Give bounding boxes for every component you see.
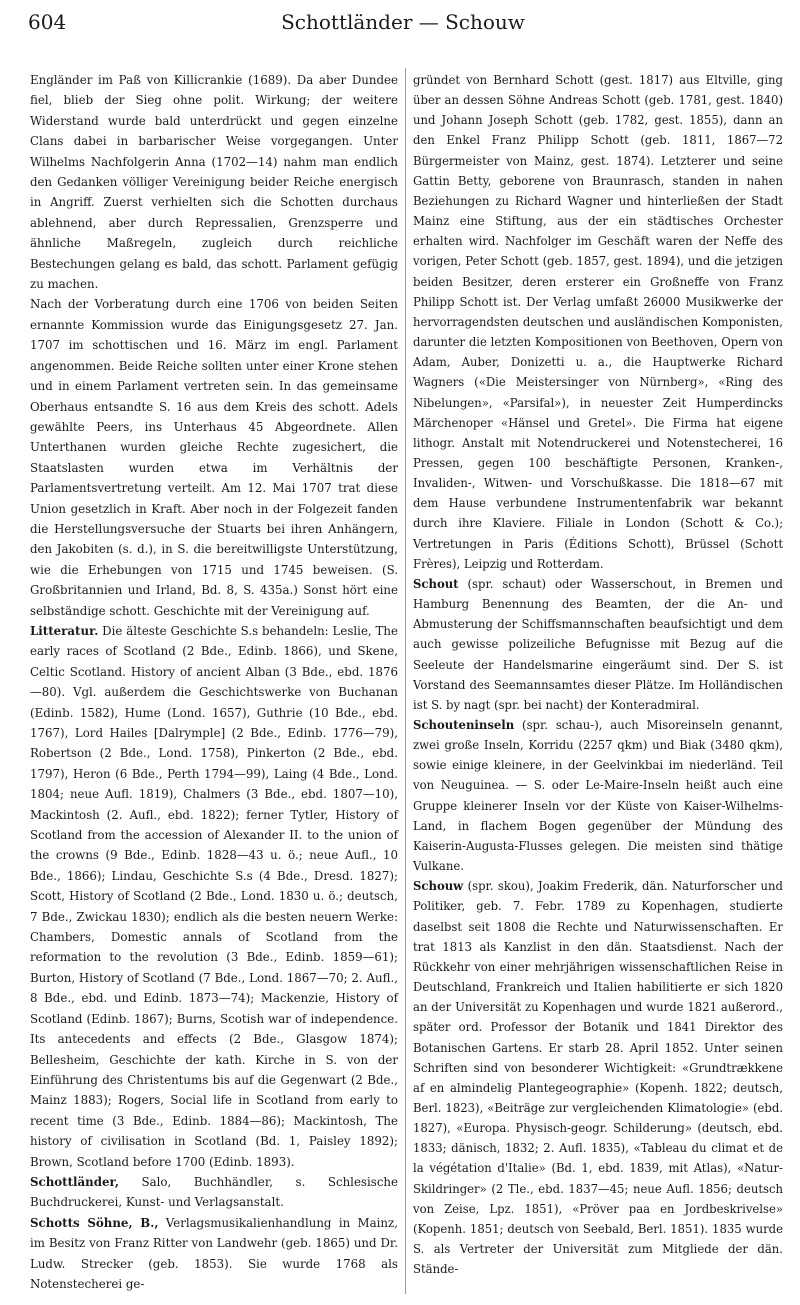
left-column (30, 70, 398, 1294)
page-number: 604 (28, 10, 67, 34)
dictionary-entry: Schotts Söhne, B., Verlagsmusikalienhandlung in Mainz, im Besitz von Franz Ritter von Landwehr (geb. 1865) und Dr. Ludw. Strecker (geb. 1853). Sie wurde 1768 als Notenstecherei ge- (30, 1215, 398, 1291)
entry-headword: Schouteninseln (413, 718, 515, 732)
dictionary-entry: Schouteninseln (spr. schau-), auch Misoreinseln genannt, zwei große Inseln, Korridu (2257 qkm) und Biak (3480 qkm), sowie einige kleinere, in der Geelvinkbai im niederländ. Teil von Neuguinea. — S. oder Le-Maire-Inseln heißt auch eine Gruppe kleinerer Inseln vor der Küste von Kaiser-Wilhelms-Land, in flachem Bogen gegenüber der Mündung des Kaiserin-Augusta-Flusses gelegen. Die meisten sind thätige Vulkane. (413, 718, 783, 874)
dictionary-entry: Schouw (spr. skou), Joakim Frederik, dän. Naturforscher und Politiker, geb. 7. Febr. 1789 zu Kopenhagen, studierte daselbst seit 1808 die Rechte und Naturwissenschaften. Er trat 1813 als Kanzlist in den dän. Staatsdienst. Nach der Rückkehr von einer mehrjährigen wissenschaftlichen Reise in Deutschland, Frankreich und Italien habilitierte er sich 1820 an der Universität zu Kopenhagen und wurde 1821 außerord., später ord. Professor der Botanik und 1841 Direktor des Botanischen Gartens. Er starb 28. April 1852. Unter seinen Schriften sind von besonderer Wichtigkeit: «Grundtrækkene af en almindelig Plantegeographie» (Kopenh. 1822; deutsch, Berl. 1823), «Beiträge zur vergleichenden Klimatologie» (ebd. 1827), «Europa. Physisch-geogr. Schilderung» (deutsch, ebd. 1833; dänisch, 1832; 2. Aufl. 1835), «Tableau du climat et de la végétation d'Italie» (Bd. 1, ebd. 1839, mit Atlas), «Natur-Skildringer» (2 Tle., ebd. 1837—45; neue Aufl. 1856; deutsch von Zeise, Lpz. 1851), «Pröver paa en Jordbeskrivelse» (Kopenh. 1851; deutsch von Seebald, Berl. 1851). 1835 wurde S. als Vertreter der Universität zum Mitgliede der dän. Stände- (413, 879, 783, 1277)
literature-entry: Litteratur. Die älteste Geschichte S.s behandeln: Leslie, The early races of Scotland (2 Bde., Edinb. 1866), und Skene, Celtic Scotland. History of ancient Alban (3 Bde., ebd. 1876—80). Vgl. außerdem die Geschichtswerke von Buchanan (Edinb. 1582), Hume (Lond. 1657), Guthrie (10 Bde., ebd. 1767), Lord Hailes [Dalrymple] (2 Bde., Edinb. 1776—79), Robertson (2 Bde., Lond. 1758), Pinkerton (2 Bde., ebd. 1797), Heron (6 Bde., Perth 1794—99), Laing (4 Bde., Lond. 1804; neue Aufl. 1819), Chalmers (3 Bde., ebd. 1807—10), Mackintosh (2. Aufl., ebd. 1822); ferner Tytler, History of Scotland from the accession of Alexander II. to the union of the crowns (9 Bde., Edinb. 1828—43 u. ö.; neue Aufl., 10 Bde., 1866); Lindau, Geschichte S.s (4 Bde., Dresd. 1827); Scott, History of Scotland (2 Bde., Lond. 1830 u. ö.; deutsch, 7 Bde., Zwickau 1830); endlich als die besten neuern Werke: Chambers, Domestic annals of Scotland from the reformation to the revolution (3 Bde., Edinb. 1859—61); Burton, History of Scotland (7 Bde., Lond. 1867—70; 2. Aufl., 8 Bde., ebd. und Edinb. 1873—74); Mackenzie, History of Scotland (Edinb. 1867); Burns, Scotish war of independence. Its antecedents and effects (2 Bde., Glasgow 1874); Bellesheim, Geschichte der kath. Kirche in S. von der Einführung des Christentums bis auf die Gegenwart (2 Bde., Mainz 1883); Rogers, Social life in Scotland from early to recent time (3 Bde., Edinb. 1884—86); Mackintosh, The history of civilisation in Scotland (Bd. 1, Paisley 1892); Brown, Scotland before 1700 (Edinb. 1893). (30, 623, 398, 1169)
paragraph: gründet von Bernhard Schott (gest. 1817) aus Eltville, ging über an dessen Söhne Andreas Schott (geb. 1781, gest. 1840) und Johann Joseph Schott (geb. 1782, gest. 1855), dann an den Enkel Franz Philipp Schott (geb. 1811, 1867—72 Bürgermeister von Mainz, gest. 1874). Letzterer und seine Gattin Betty, geborene von Braunrasch, standen in nahen Beziehungen zu Richard Wagner und hinterließen der Stadt Mainz eine Stiftung, aus der ein städtisches Orchester erhalten wird. Nachfolger im Geschäft waren der Neffe des vorigen, Peter Schott (geb. 1857, gest. 1894), und die jetzigen beiden Besitzer, deren ersterer ein Großneffe von Franz Philipp Schott ist. Der Verlag umfaßt 26000 Musikwerke der hervorragendsten deutschen und ausländischen Komponisten, darunter die letzten Kompositionen von Beethoven, Opern von Adam, Auber, Donizetti u. a., die Hauptwerke Richard Wagners («Die Meistersinger von Nürnberg», «Ring des Nibelungen», «Parsifal»), in neuester Zeit Humperdincks Märchenoper «Hänsel und Gretel». Die Firma hat eigene lithogr. Anstalt mit Notendruckerei und Notenstecherei, 16 Pressen, gegen 100 beschäftigte Personen, Kranken-, Invaliden-, Witwen- und Vorschußkasse. Die 1818—67 mit dem Hause verbundene Instrumentenfabrik war bekannt durch ihre Klaviere. Filiale in London (Schott & Co.); Vertretungen in Paris (Éditions Schott), Brüssel (Schott Frères), Leipzig und Rotterdam. (413, 73, 783, 571)
right-column (413, 70, 783, 1279)
paragraph: Engländer im Paß von Killicrankie (1689). Da aber Dundee fiel, blieb der Sieg ohne polit. Wirkung; der weitere Widerstand wurde bald unterdrückt und gegen einzelne Clans dabei in barbarischer Weise vorgegangen. Unter Wilhelms Nachfolgerin Anna (1702—14) nahm man endlich den Gedanken völliger Vereinigung beider Reiche energisch in Angriff. Zuerst verhielten sich die Schotten durchaus ablehnend, aber durch Repressalien, Grenzsperre und ähnliche Maßregeln, zugleich durch reichliche Bestechungen gelang es bald, das schott. Parlament gefügig zu machen. (30, 73, 398, 292)
dictionary-entry: Schout (spr. schaut) oder Wasserschout, in Bremen und Hamburg Benennung des Beamten, der die An- und Abmusterung der Schiffsmannschaften beaufsichtigt und dem auch gewisse polizeiliche Befugnisse mit Bezug auf die Seeleute der Handelsmarine eingeräumt sind. Der S. ist Vorstand des Seemannsamtes dieser Plätze. Im Holländischen ist S. by nagt (spr. bei nacht) der Konteradmiral. (413, 576, 783, 712)
entry-headword: Schottländer, (30, 1174, 119, 1189)
entry-headword: Litteratur. (30, 623, 99, 638)
column-divider (405, 68, 406, 1294)
paragraph: Nach der Vorberatung durch eine 1706 von beiden Seiten ernannte Kommission wurde das Einigungsgesetz 27. Jan. 1707 im schottischen und 16. März im engl. Parlament angenommen. Beide Reiche sollten unter einer Krone stehen und in einem Parlament vertreten sein. In das gemeinsame Oberhaus entsandte S. 16 aus dem Kreis des schott. Adels gewählte Peers, ins Unterhaus 45 Abgeordnete. Allen Unterthanen wurden gleiche Rechte zugesichert, die Staatslasten wurden etwa im Verhältnis der Parlamentsvertretung verteilt. Am 12. Mai 1707 trat diese Union gesetzlich in Kraft. Aber noch in der Folgezeit fanden die Herstellungsversuche der Stuarts bei ihren Anhängern, den Jakobiten (s. d.), in S. die bereitwilligste Unterstützung, wie die Erhebungen von 1715 und 1745 beweisen. (S. Großbritannien und Irland, Bd. 8, S. 435a.) Sonst hört eine selbständige schott. Geschichte mit der Vereinigung auf. (30, 297, 398, 618)
entry-headword: Schouw (413, 879, 464, 894)
dictionary-entry: Schottländer, Salo, Buchhändler, s. Schlesische Buchdruckerei, Kunst- und Verlagsanstalt. (30, 1174, 398, 1210)
entry-headword: Schout (413, 576, 459, 591)
page-header (28, 6, 778, 40)
running-title: Schottländer — Schouw (281, 10, 525, 34)
entry-headword: Schotts Söhne, B., (30, 1215, 159, 1230)
